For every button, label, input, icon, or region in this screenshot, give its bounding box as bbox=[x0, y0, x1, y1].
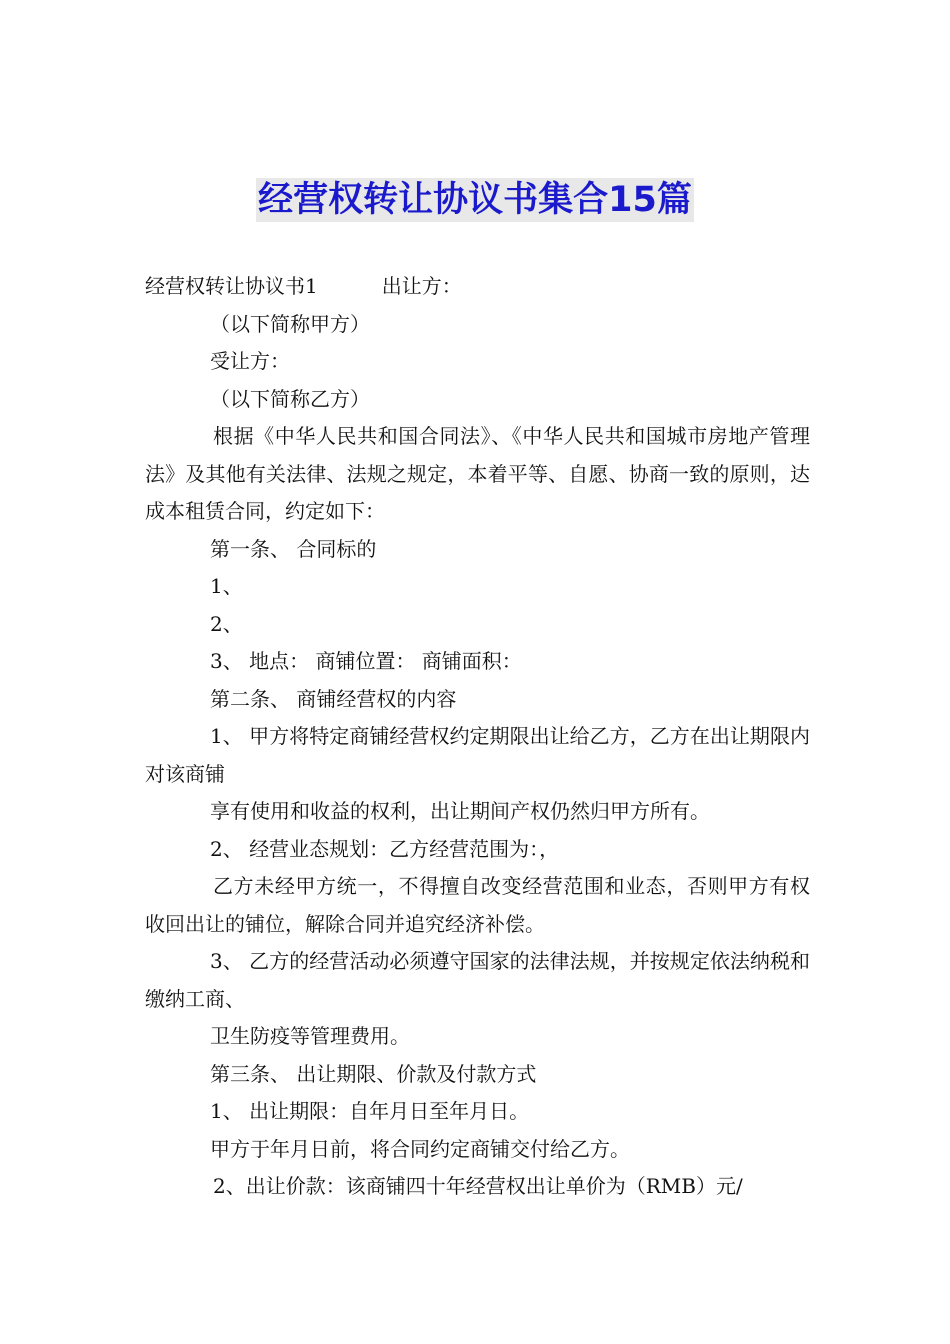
clause-3-item-1: 1、 出让期限：自年月日至年月日。 bbox=[210, 1099, 530, 1123]
transferor-label: 出让方： bbox=[381, 274, 462, 298]
title-container bbox=[0, 178, 950, 222]
clause-2-item-2-cont: 乙方未经甲方统一，不得擅自改变经营范围和业态，否则甲方有权收回出让的铺位，解除合同并追究经济补偿。 bbox=[145, 874, 810, 936]
clause-2-item-1-cont: 享有使用和收益的权利，出让期间产权仍然归甲方所有。 bbox=[210, 799, 710, 823]
clause-1-heading: 第一条、 合同标的 bbox=[210, 536, 377, 561]
agreement-heading: 经营权转让协议书1 bbox=[145, 274, 318, 298]
clause-1-item-2: 2、 bbox=[210, 611, 243, 636]
first-line bbox=[145, 268, 810, 306]
clause-2-item-1: 1、 甲方将特定商铺经营权约定期限出让给乙方，乙方在出让期限内对该商铺 bbox=[145, 724, 810, 786]
clause-3-item-2: 2、出让价款：该商铺四十年经营权出让单价为（RMB）元/ bbox=[213, 1174, 743, 1198]
clause-2-heading: 第二条、 商铺经营权的内容 bbox=[210, 686, 457, 711]
spacer bbox=[318, 268, 382, 306]
clause-3-item-1-cont: 甲方于年月日前，将合同约定商铺交付给乙方。 bbox=[210, 1136, 630, 1161]
paragraph-transferee: 受让方： bbox=[210, 349, 290, 373]
paragraph-party-a-note: （以下简称甲方） bbox=[210, 311, 370, 336]
clause-2-item-3-cont: 卫生防疫等管理费用。 bbox=[210, 1024, 410, 1048]
clause-1-item-1: 1、 bbox=[210, 574, 243, 598]
clause-2-item-2: 2、 经营业态规划：乙方经营范围为：， bbox=[210, 836, 560, 861]
paragraph-legal-basis: 根据《中华人民共和国合同法》、《中华人民共和国城市房地产管理法》及其他有关法律、法规之规定，本着平等、自愿、协商一致的原则，达成本租赁合同，约定如下： bbox=[145, 424, 810, 523]
document-title: 经营权转让协议书集合15篇 bbox=[258, 180, 692, 220]
document-body bbox=[145, 268, 810, 1206]
paragraph-party-b-note: （以下简称乙方） bbox=[210, 386, 370, 411]
clause-2-item-3: 3、 乙方的经营活动必须遵守国家的法律法规，并按规定依法纳税和缴纳工商、 bbox=[145, 949, 810, 1011]
clause-3-heading: 第三条、 出让期限、价款及付款方式 bbox=[210, 1061, 537, 1086]
clause-1-item-3: 3、 地点： 商铺位置： 商铺面积： bbox=[210, 649, 522, 673]
